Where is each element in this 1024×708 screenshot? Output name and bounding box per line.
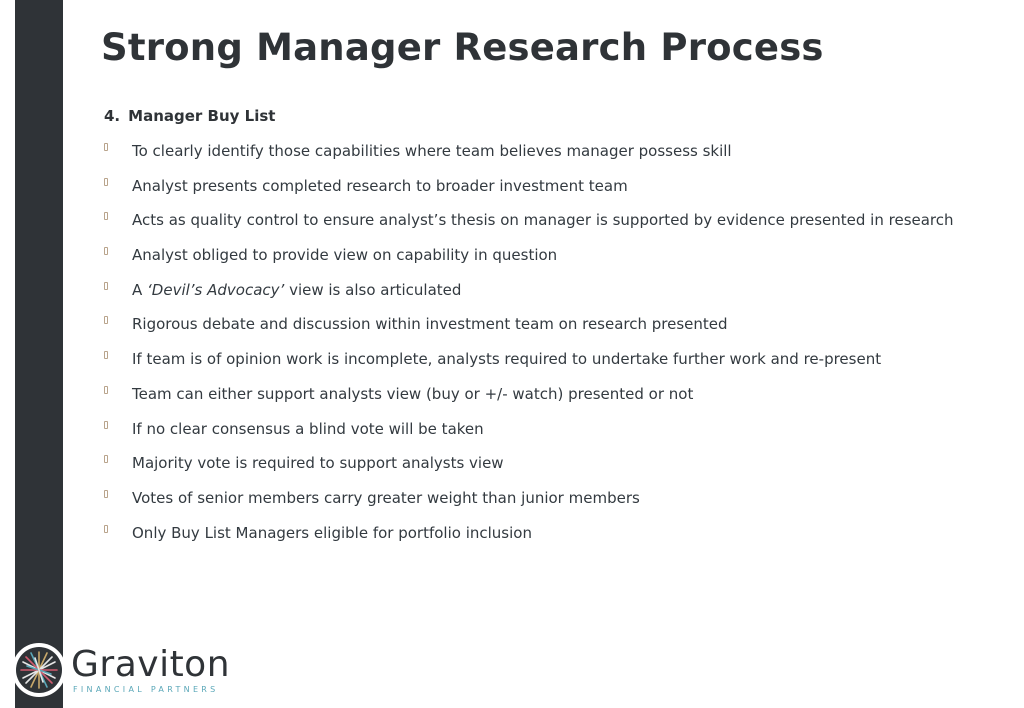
section-heading bbox=[104, 107, 275, 125]
bullet-item bbox=[104, 175, 954, 210]
bullet-marker-icon bbox=[104, 455, 108, 463]
bullet-text: Analyst obliged to provide view on capability in question bbox=[132, 246, 558, 265]
bullet-text: Votes of senior members carry greater weight than junior members bbox=[132, 488, 640, 507]
bullet-text: Rigorous debate and discussion within investment team on research presented bbox=[132, 315, 728, 334]
bullet-item bbox=[104, 487, 954, 522]
bullet-item bbox=[104, 522, 954, 557]
bullet-item bbox=[104, 279, 954, 314]
bullet-marker-icon bbox=[104, 178, 108, 186]
bullet-item bbox=[104, 452, 954, 487]
bullet-item bbox=[104, 383, 954, 418]
bullet-item bbox=[104, 348, 954, 383]
bullet-item bbox=[104, 418, 954, 453]
bullet-marker-icon bbox=[104, 143, 108, 151]
bullet-marker-icon bbox=[104, 525, 108, 533]
bullet-text: To clearly identify those capabilities where team believes manager possess skill bbox=[132, 142, 732, 160]
bullet-text: Only Buy List Managers eligible for portfolio inclusion bbox=[132, 523, 532, 542]
section-heading-text: Manager Buy List bbox=[128, 107, 276, 125]
bullet-text-prefix: A bbox=[132, 280, 148, 299]
bullet-marker-icon bbox=[104, 316, 108, 324]
bullet-text: Analyst presents completed research to broader investment team bbox=[132, 176, 628, 195]
bullet-item bbox=[104, 244, 954, 279]
logo-tagline: FINANCIAL PARTNERS bbox=[73, 685, 219, 694]
bullet-marker-icon bbox=[104, 386, 108, 394]
bullet-text-emphasis: ‘Devil’s Advocacy’ bbox=[147, 280, 285, 299]
bullet-text-suffix: view is also articulated bbox=[284, 280, 462, 299]
slide-title: Strong Manager Research Process bbox=[101, 26, 824, 69]
bullet-list bbox=[104, 140, 954, 556]
logo-badge bbox=[12, 643, 66, 697]
bullet-text: If no clear consensus a blind vote will be taken bbox=[132, 419, 484, 438]
logo-wordmark: Graviton bbox=[71, 644, 231, 685]
side-accent-bar bbox=[15, 0, 63, 708]
bullet-marker-icon bbox=[104, 282, 108, 290]
bullet-text: If team is of opinion work is incomplete, analysts required to undertake further work and re-present bbox=[132, 350, 882, 369]
section-number: 4. bbox=[104, 107, 121, 125]
bullet-item bbox=[104, 140, 954, 175]
bullet-marker-icon bbox=[104, 247, 108, 255]
bullet-text: Team can either support analysts view (buy or +/- watch) presented or not bbox=[132, 384, 694, 403]
bullet-marker-icon bbox=[104, 212, 108, 220]
bullet-item bbox=[104, 209, 954, 244]
bullet-item bbox=[104, 313, 954, 348]
bullet-text: Acts as quality control to ensure analyst’s thesis on manager is supported by evidence presented in research bbox=[132, 211, 954, 230]
bullet-marker-icon bbox=[104, 490, 108, 498]
bullet-text: Majority vote is required to support analysts view bbox=[132, 454, 504, 473]
graviton-star-icon bbox=[15, 646, 63, 694]
bullet-marker-icon bbox=[104, 421, 108, 429]
bullet-marker-icon bbox=[104, 351, 108, 359]
